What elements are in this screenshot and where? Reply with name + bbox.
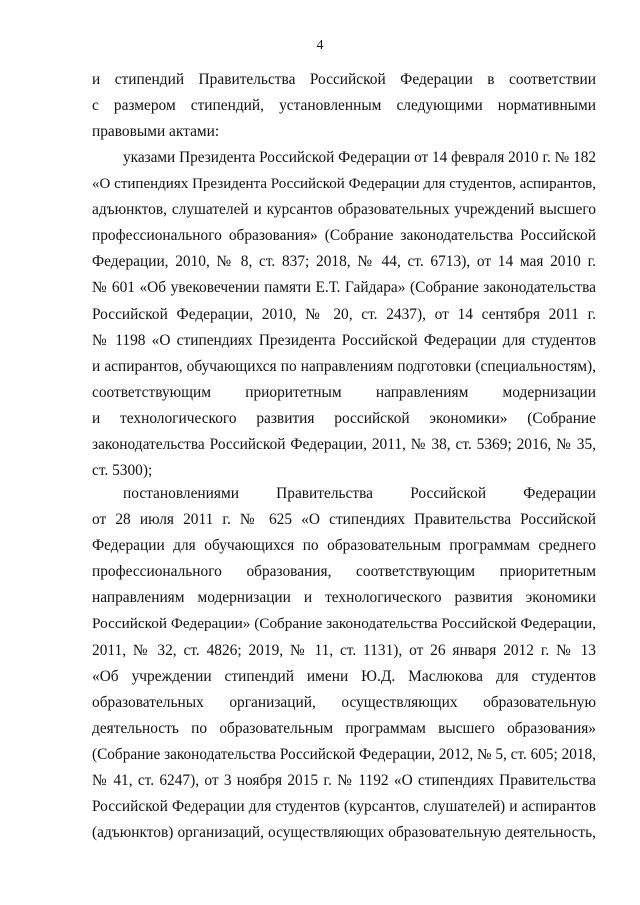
text-line: «Об учреждении стипендий имени Ю.Д. Маслюкова для студентов bbox=[92, 667, 596, 685]
paragraph-intro bbox=[92, 67, 596, 145]
text-line: Российской Федерации для студентов (курсантов, слушателей) и аспирантов bbox=[92, 798, 596, 816]
paragraph-presidential-decrees bbox=[92, 145, 596, 484]
text-line: правовыми актами: bbox=[92, 123, 220, 141]
paragraph-government-resolutions bbox=[92, 481, 596, 846]
text-line: и стипендий Правительства Российской Федерации в соответствии bbox=[92, 71, 596, 88]
text-line: Федерации, 2010, № 8, ст. 837; 2018, № 44, ст. 6713), от 14 мая 2010 г. bbox=[92, 253, 596, 271]
text-line: направлениям модернизации и технологического развития экономики bbox=[92, 589, 596, 607]
text-line: соответствующим приоритетным направлениям модернизации bbox=[92, 383, 596, 401]
text-line: (адъюнктов) организаций, осуществляющих образовательную деятельность, bbox=[92, 824, 596, 842]
text-line: образовательных организаций, осуществляющих образовательную bbox=[92, 693, 596, 711]
text-line: законодательства Российской Федерации, 2011, № 38, ст. 5369; 2016, № 35, bbox=[92, 436, 596, 454]
text-line: «О стипендиях Президента Российской Федерации для студентов, аспирантов, bbox=[92, 176, 596, 193]
text-line: профессионального образования, соответствующим приоритетным bbox=[92, 563, 596, 581]
text-line: (Собрание законодательства Российской Федерации, 2012, № 5, ст. 605; 2018, bbox=[92, 745, 597, 763]
text-line: Федерации для обучающихся по образовательным программам среднего bbox=[92, 537, 596, 555]
page-number: 4 bbox=[316, 38, 324, 53]
text-line: адъюнктов, слушателей и курсантов образовательных учреждений высшего bbox=[92, 201, 596, 219]
text-line: с размером стипендий, установленным следующими нормативными bbox=[92, 97, 596, 115]
text-line: Российской Федерации» (Собрание законодательства Российской Федерации, bbox=[92, 615, 596, 633]
text-line: и технологического развития российской экономики» (Собрание bbox=[92, 409, 596, 427]
text-line: 2011, № 32, ст. 4826; 2019, № 11, ст. 1131), от 26 января 2012 г. № 13 bbox=[92, 641, 596, 659]
text-line: деятельность по образовательным программам высшего образования» bbox=[92, 719, 596, 737]
text-line: постановлениями Правительства Российской Федерации bbox=[123, 485, 596, 502]
text-line: указами Президента Российской Федерации от 14 февраля 2010 г. № 182 bbox=[123, 149, 596, 166]
text-line: и аспирантов, обучающихся по направлениям подготовки (специальностям), bbox=[92, 357, 596, 375]
text-line: Российской Федерации, 2010, № 20, ст. 2437), от 14 сентября 2011 г. bbox=[92, 305, 596, 323]
text-line: от 28 июля 2011 г. № 625 «О стипендиях Правительства Российской bbox=[92, 511, 596, 529]
text-line: ст. 5300); bbox=[92, 462, 153, 480]
text-line: № 601 «Об увековечении памяти Е.Т. Гайдара» (Собрание законодательства bbox=[92, 279, 596, 297]
text-line: профессионального образования» (Собрание законодательства Российской bbox=[92, 227, 596, 245]
text-line: № 41, ст. 6247), от 3 ноября 2015 г. № 1192 «О стипендиях Правительства bbox=[92, 772, 596, 790]
text-line: № 1198 «О стипендиях Президента Российской Федерации для студентов bbox=[92, 331, 596, 349]
